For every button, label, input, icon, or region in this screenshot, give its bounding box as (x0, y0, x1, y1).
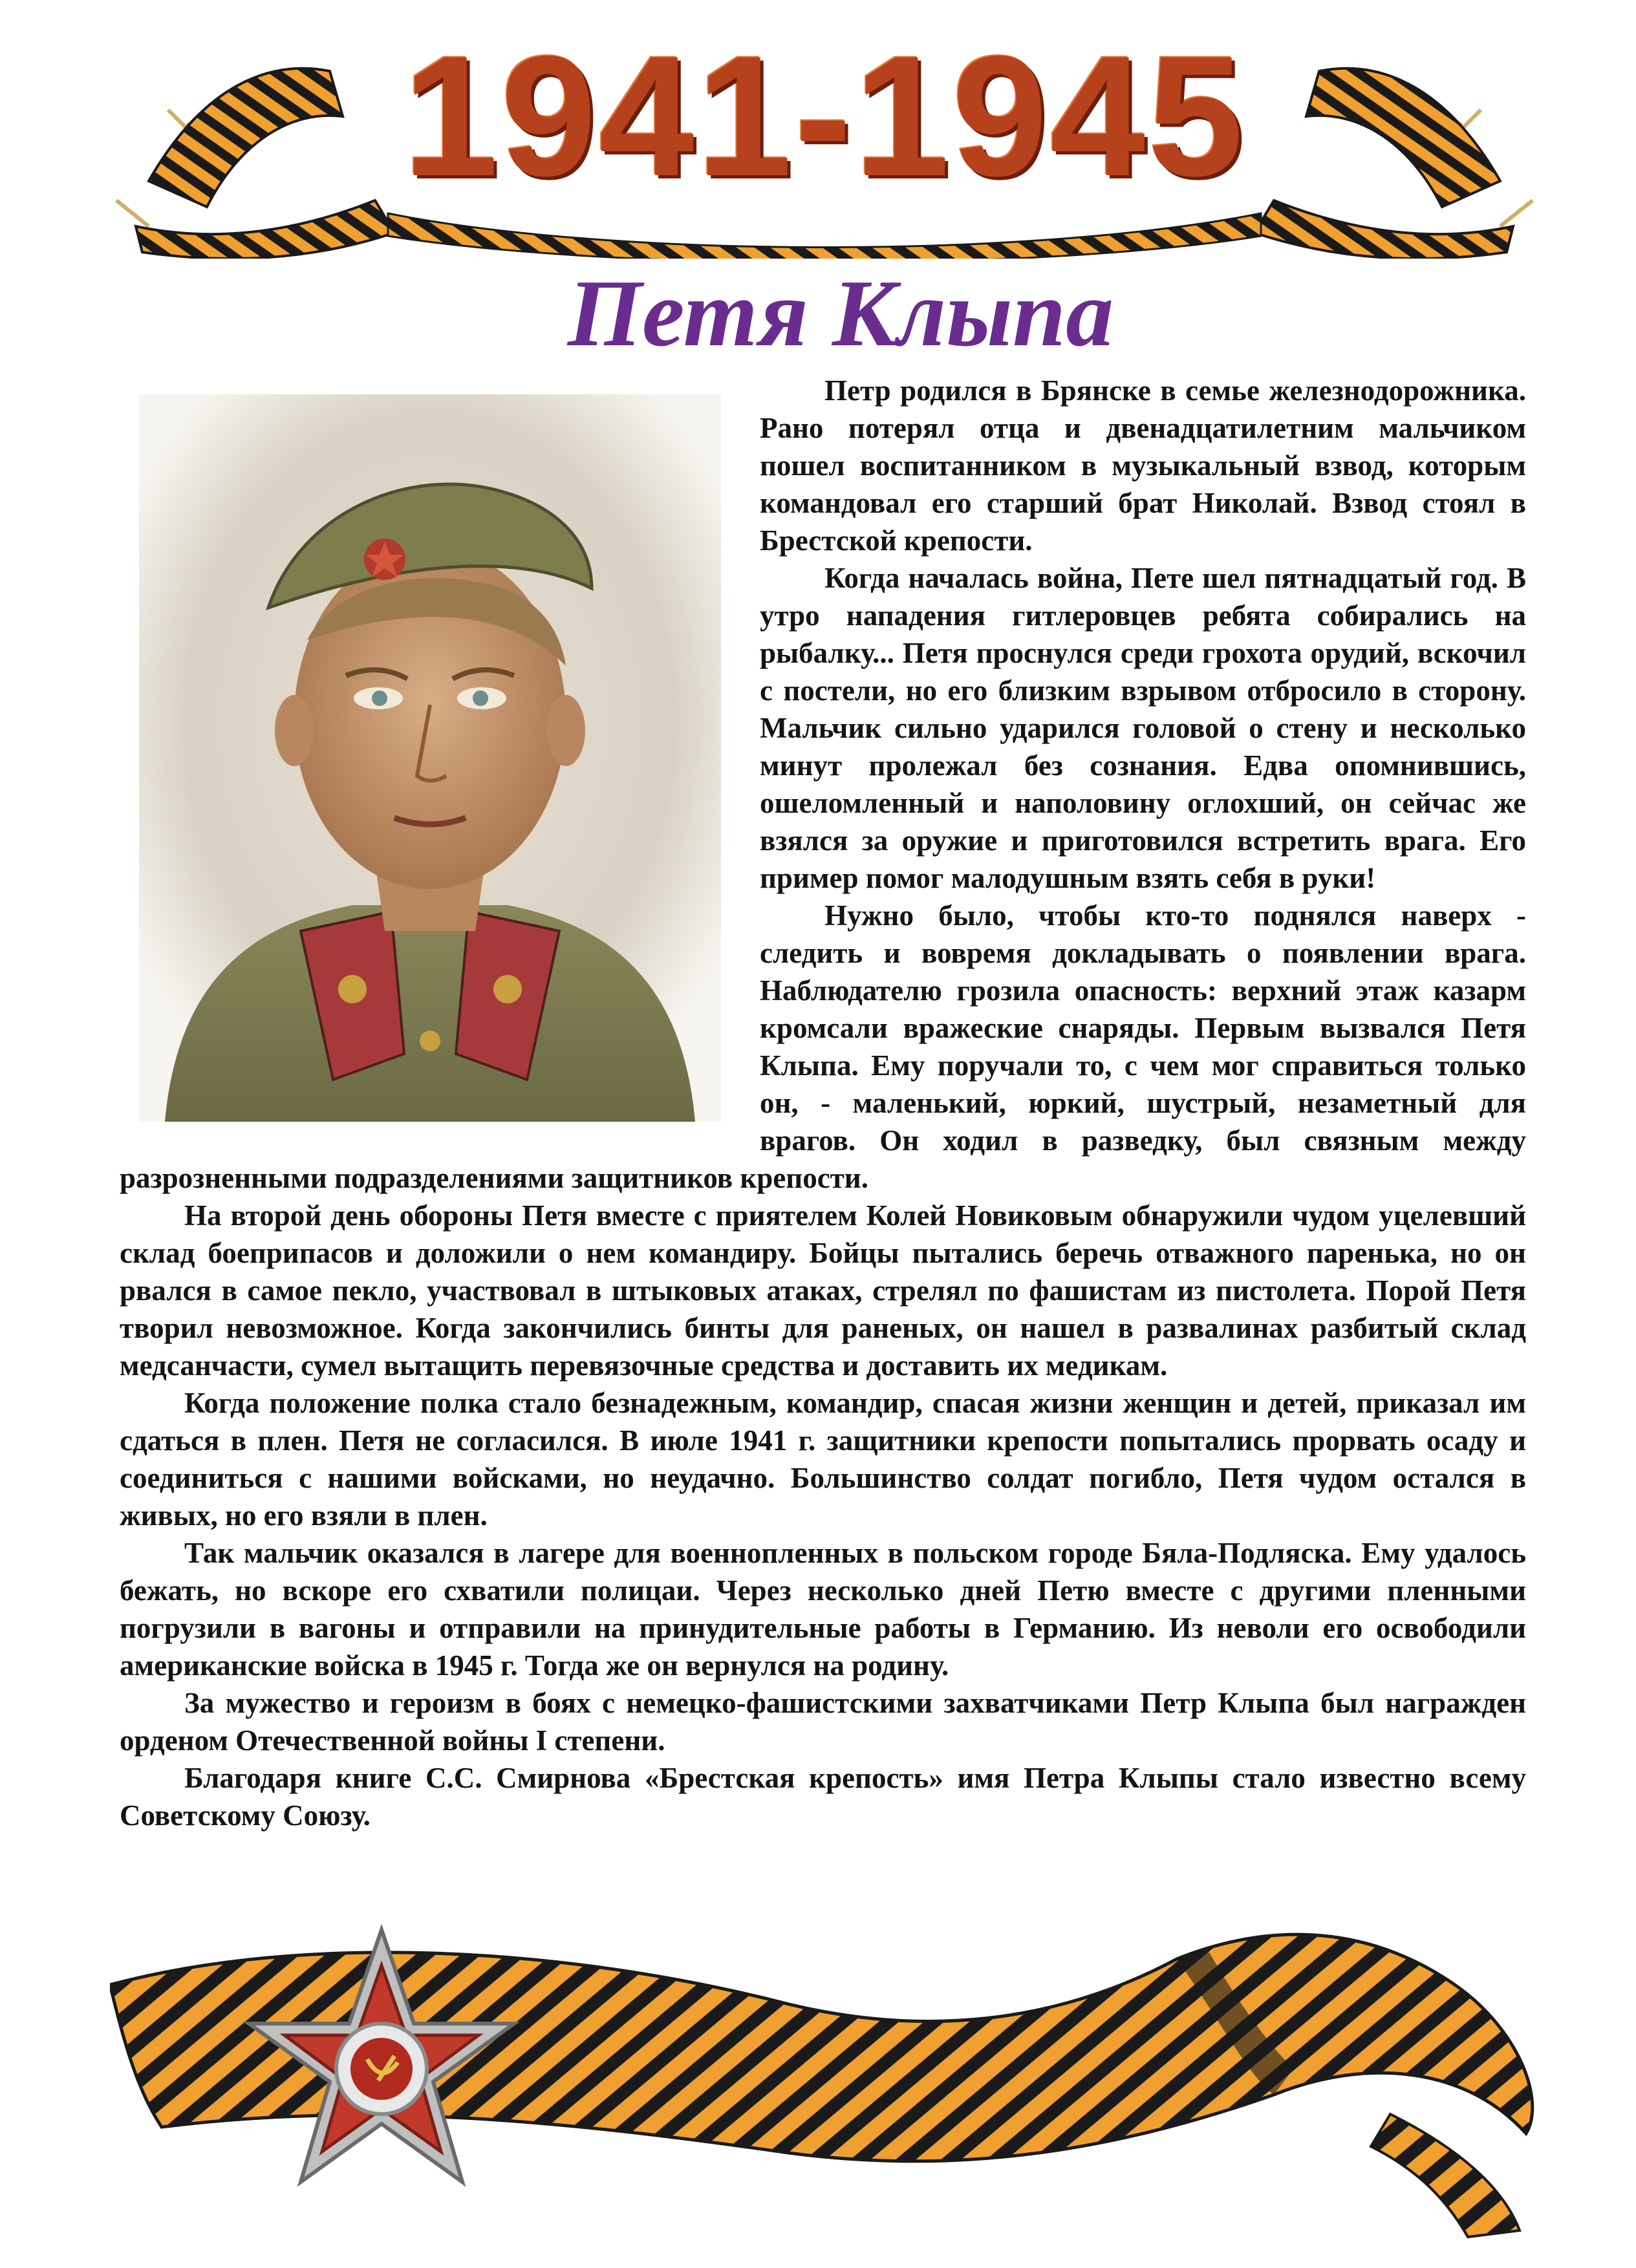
paragraph: Когда положение полка стало безнадежным, командир, спасая жизни женщин и детей, приказал им сдаться в плен. Петя не согласился. В июле 1941 г. защитники крепости попытались прорвать осаду и соединиться с нашими войсками, но неудачно. Большинство солдат погибло, Петя чудом остался в живых, но его взяли в плен. (120, 1387, 1526, 1532)
bottom-ribbon (110, 1907, 1565, 2243)
biography-text (120, 372, 1526, 1834)
page-title: Петя Клыпа (567, 261, 1114, 367)
paragraph: Благодаря книге С.С. Смирнова «Брестская крепость» имя Петра Клыпы стало известно всему Советскому Союзу. (120, 1762, 1526, 1832)
paragraph: Когда началась война, Пете шел пятнадцатый год. В утро нападения гитлеровцев ребята собирались на рыбалку... Петя проснулся среди грохота орудий, вскочил с постели, но его близким взрывом отбросило в сторону. Мальчик сильно ударился головой о стену и несколько минут пролежал без сознания. Едва опомнившись, ошеломленный и наполовину оглохший, он сейчас же взялся за оружие и приготовился встретить врага. Его пример помог малодушным взять себя в руки! (760, 562, 1526, 894)
st-george-ribbon-icon (110, 1934, 1533, 2237)
paragraph: Петр родился в Брянске в семье железнодорожника. Рано потерял отца и двенадцатилетним мальчиком пошел воспитанником в музыкальный взвод, которым командовал его старший брат Николай. Взвод стоял в Брестской крепости. (760, 374, 1526, 557)
portrait-space (120, 372, 760, 1141)
paragraph: За мужество и героизм в боях с немецко-фашистскими захватчиками Петр Клыпа был награжден орденом Отечественной войны I степени. (120, 1687, 1526, 1757)
years-heading: 1941-1945 (403, 21, 1246, 212)
header-banner (97, 13, 1552, 259)
paragraph: На второй день обороны Петя вместе с приятелем Колей Новиковым обнаружили чудом уцелевший склад боеприпасов и доложили о нем командиру. Бойцы пытались беречь отважного паренька, но он рвался в самое пекло, участвовал в штыковых атаках, стрелял по фашистам из пистолета. Порой Петя творил невозможное. Когда закончились бинты для раненых, он нашел в развалинах разбитый склад медсанчасти, сумел вытащить перевязочные средства и доставить их медикам. (120, 1199, 1526, 1382)
paragraph: Нужно было, чтобы кто-то поднялся наверх - следить и вовремя докладывать о появлении врага. Наблюдателю грозила опасность: верхний этаж казарм кромсали вражеские снаряды. Первым вызвался Петя Клыпа. Ему поручали то, с чем мог справиться только он, - маленький, юркий, шустрый, незаметный для врагов. Он ходил в разведку, был связным между разрозненными подразделениями защитников крепости. (120, 899, 1526, 1194)
paragraph: Так мальчик оказался в лагере для военнопленных в польском городе Бяла-Подляска. Ему удалось бежать, но вскоре его схватили полицаи. Через несколько дней Петю вместе с другими пленными погрузили в вагоны и отправили на принудительные работы в Германию. Из неволи его освободили американские войска в 1945 г. Тогда же он вернулся на родину. (120, 1537, 1526, 1682)
